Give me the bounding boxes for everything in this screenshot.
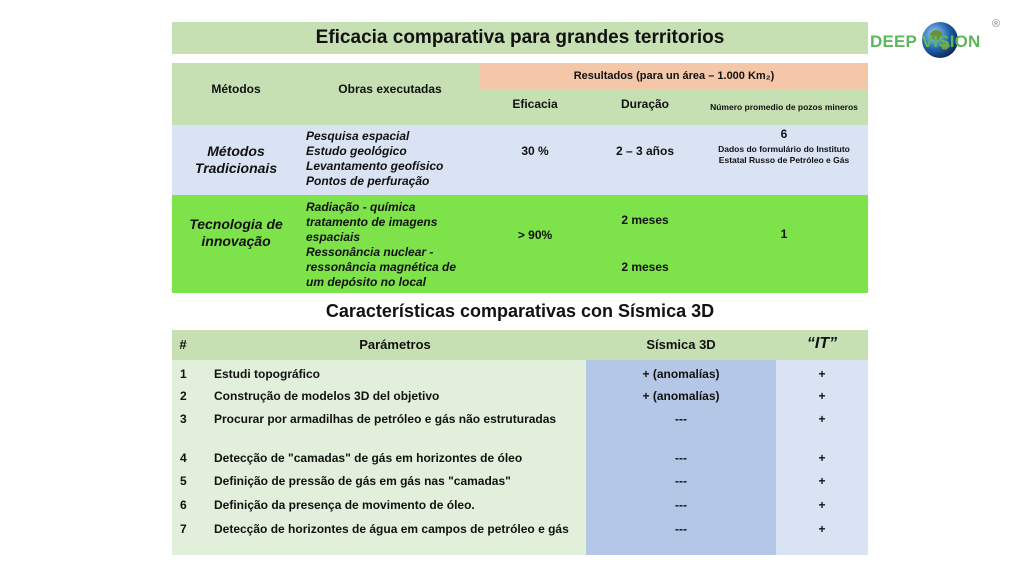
work-item: Estudo geológico <box>306 144 407 158</box>
row-parameter: Detecção de "camadas" de gás em horizontes de óleo <box>214 451 523 465</box>
row-sismica: --- <box>675 498 687 512</box>
eficacia-innovation: > 90% <box>517 228 553 242</box>
method-innovation: Tecnologia de innovação <box>189 216 283 249</box>
pozos-innovation: 1 <box>780 227 788 241</box>
header-resultados-text: Resultados (para un área – 1.000 Km₂) <box>573 70 775 82</box>
row-parameter: Construção de modelos 3D del objetivo <box>214 389 440 403</box>
pozos-note: Dados do formulário do Instituto Estatal Russo de Petróleo e Gás <box>718 144 850 165</box>
row-number: 4 <box>180 451 187 465</box>
header-pozos: Número promedio de pozos mineros <box>710 101 858 112</box>
row-number: 5 <box>180 474 187 488</box>
row-parameter: Procurar por armadilhas de petróleo e gás não estruturadas <box>214 412 557 426</box>
efficacy-table <box>172 63 868 293</box>
works-innovation <box>306 200 476 290</box>
duracao-traditional: 2 – 3 años <box>615 144 675 158</box>
work-item: Pontos de perfuração <box>306 174 430 188</box>
header-resultados <box>480 63 868 89</box>
row-number: 1 <box>180 367 187 381</box>
registered-mark: ® <box>992 18 1001 30</box>
comparison-table <box>172 330 868 555</box>
row-number: 2 <box>180 389 187 403</box>
slide-title <box>172 22 868 54</box>
row-it: + <box>818 522 826 536</box>
work-item: Ressonância nuclear - ressonância magnética de um depósito no local <box>306 245 457 289</box>
row-sismica: + (anomalías) <box>642 389 720 403</box>
logo-text: DEEP VISION <box>870 32 981 51</box>
slide-title-text: Eficacia comparativa para grandes territorios <box>315 27 725 48</box>
row-number: 7 <box>180 522 187 536</box>
row-it: + <box>818 474 826 488</box>
section-subtitle: Características comparativas con Sísmica 3D <box>325 301 715 321</box>
pozos-traditional: 6 <box>780 127 788 141</box>
row-number: 3 <box>180 412 187 426</box>
row-number: 6 <box>180 498 187 512</box>
row-sismica: + (anomalías) <box>642 367 720 381</box>
header-sismica: Sísmica 3D <box>646 336 716 352</box>
row-parameter: Definição de pressão de gás em gás nas "camadas" <box>214 474 511 488</box>
row-parameter: Definição da presença de movimento de óleo. <box>214 498 475 512</box>
row-it: + <box>818 367 826 381</box>
header-obras: Obras executadas <box>338 82 442 96</box>
row-it: + <box>818 389 826 403</box>
header-num: # <box>179 336 187 352</box>
header-duracao: Duração <box>620 97 670 111</box>
row-parameter: Estudi topográfico <box>214 367 320 381</box>
works-traditional <box>306 129 443 189</box>
work-item: Radiação - química tratamento de imagens espaciais <box>306 200 438 244</box>
method-traditional: Métodos Tradicionais <box>194 143 278 176</box>
work-item: Levantamento geofísico <box>306 159 444 173</box>
row-parameter: Detecção de horizontes de água em campos de petróleo e gás <box>214 522 569 536</box>
row-sismica: --- <box>675 412 687 426</box>
header-eficacia: Eficacia <box>512 97 558 111</box>
row-sismica: --- <box>675 522 687 536</box>
row-sismica: --- <box>675 474 687 488</box>
eficacia-traditional: 30 % <box>521 144 549 158</box>
row-it: + <box>818 412 826 426</box>
header-metodos: Métodos <box>211 82 261 96</box>
row-sismica: --- <box>675 451 687 465</box>
header-it: “IT” <box>806 335 838 352</box>
duracao-innovation-1: 2 meses <box>621 213 669 227</box>
header-parametros: Parámetros <box>359 336 431 352</box>
row-it: + <box>818 451 826 465</box>
row-it: + <box>818 498 826 512</box>
work-item: Pesquisa espacial <box>306 129 410 143</box>
logo <box>870 18 1010 64</box>
duracao-innovation-2: 2 meses <box>621 260 669 274</box>
